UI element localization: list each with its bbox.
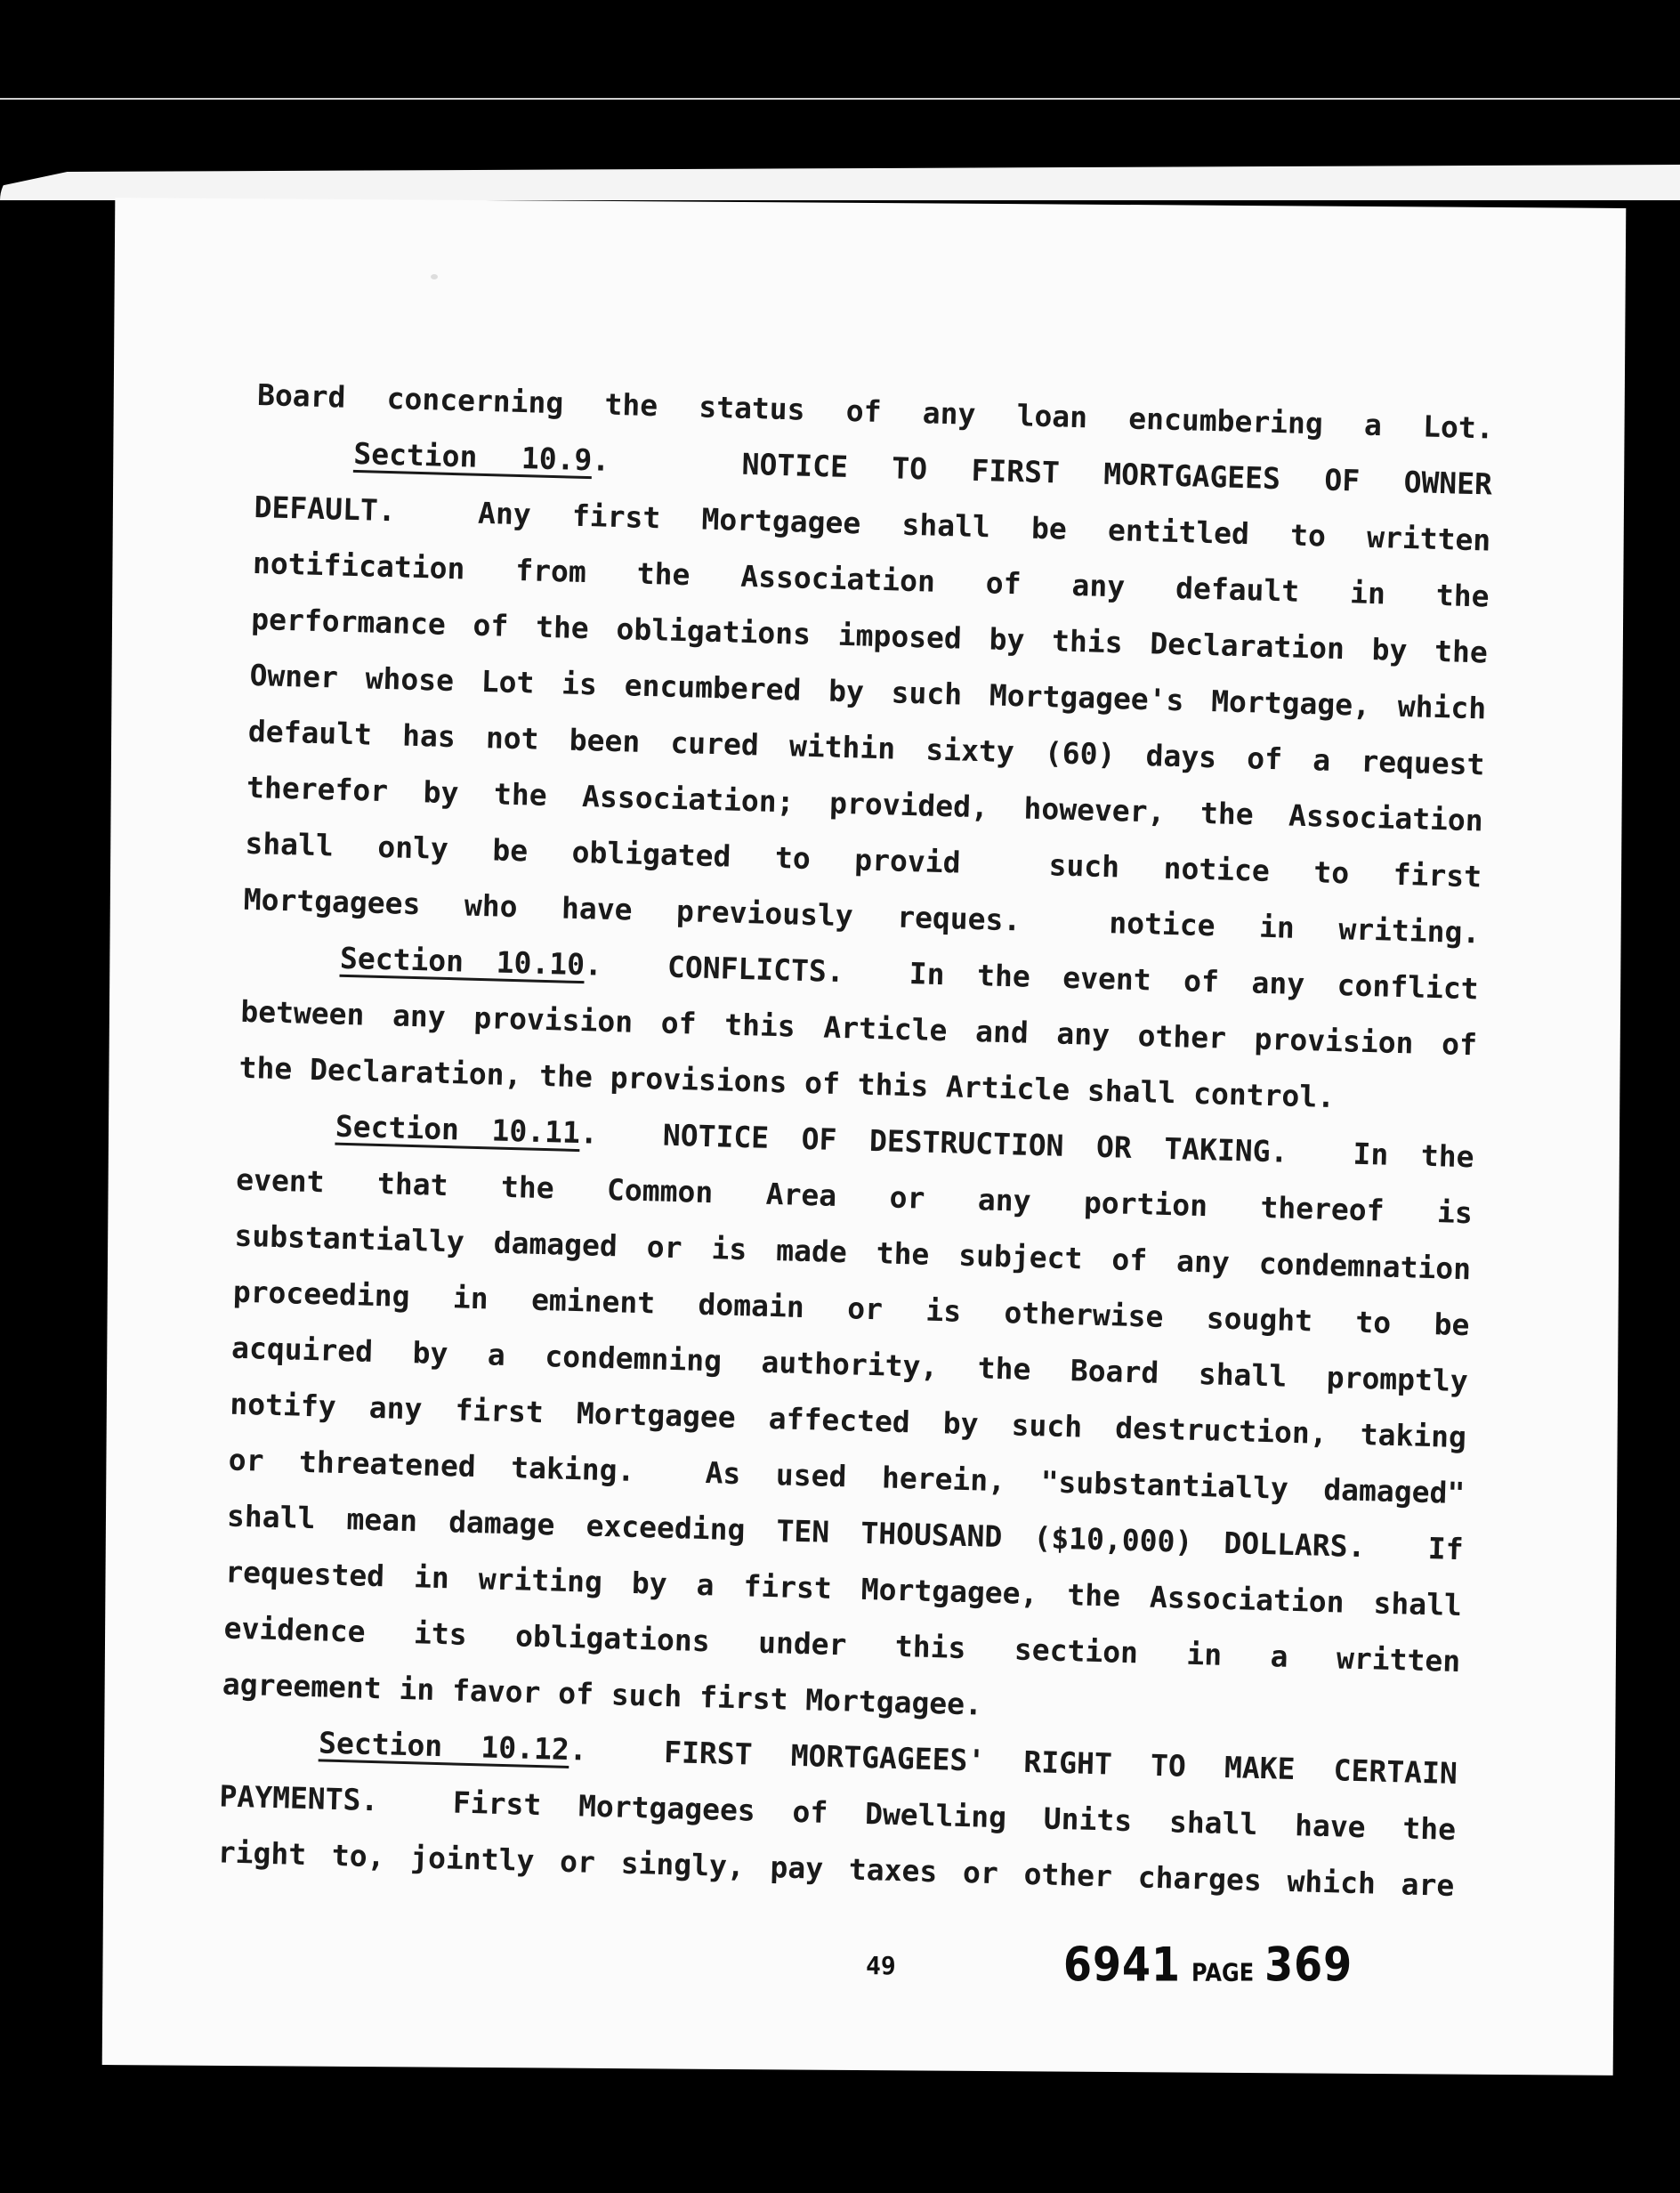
- document-body: [217, 367, 1495, 1914]
- page-number: 49: [866, 1951, 896, 1980]
- section-10-10-heading-line: Section 10.10. CONFLICTS. In the event of any conflict: [339, 940, 1480, 1007]
- dust-speck: [431, 274, 438, 279]
- section-10-12-heading-line: Section 10.12. FIRST MORTGAGEES' RIGHT TO MAKE CERTAIN: [318, 1725, 1458, 1792]
- section-10-12-title: FIRST MORTGAGEES' RIGHT TO MAKE CERTAIN: [663, 1734, 1458, 1792]
- book-number: 6941: [1063, 1936, 1182, 1993]
- text-line: right to, jointly or singly, pay taxes or other charges which are: [217, 1834, 1455, 1903]
- text-line: event that the Common Area or any portion thereof is: [235, 1161, 1474, 1231]
- text-line: notify any first Mortgagee affected by such destruction, taking: [229, 1386, 1467, 1455]
- text-line: notification from the Association of any default in the: [252, 545, 1490, 614]
- paper-top-edge: [0, 165, 1680, 200]
- text-line: shall mean damage exceeding TEN THOUSAND ($10,000) DOLLARS. If: [226, 1498, 1465, 1567]
- section-10-9-heading-line: Section 10.9. NOTICE TO FIRST MORTGAGEES OF OWNER: [352, 435, 1493, 502]
- book-page-number: 369: [1264, 1936, 1353, 1993]
- section-10-11-ref: Section 10.11: [335, 1108, 581, 1151]
- text-line: or threatened taking. As used herein, "substantially damaged": [228, 1442, 1466, 1511]
- text-line: requested in writing by a first Mortgagee, the Association shall: [224, 1554, 1463, 1623]
- section-10-11-heading-line: Section 10.11. NOTICE OF DESTRUCTION OR TAKING. In the: [335, 1108, 1475, 1175]
- text-line: PAYMENTS. First Mortgagees of Dwelling Units shall have the: [219, 1778, 1457, 1848]
- page-footer: [0, 1936, 1680, 2003]
- section-10-12-ref: Section 10.12: [318, 1725, 570, 1768]
- section-10-9-ref: Section 10.9: [352, 435, 593, 478]
- text-line: performance of the obligations imposed by this Declaration by the: [250, 601, 1489, 670]
- text-line: default has not been cured within sixty (60) days of a request: [247, 713, 1485, 782]
- text-line: DEFAULT. Any first Mortgagee shall be entitled to written: [254, 489, 1491, 558]
- section-10-9-title: NOTICE TO FIRST MORTGAGEES OF OWNER: [741, 446, 1493, 502]
- text-line: therefor by the Association; provided, however, the Association: [246, 769, 1484, 838]
- text-line: agreement in favor of such first Mortgagee.: [222, 1666, 983, 1722]
- text-line: proceeding in eminent domain or is otherwise sought to be: [232, 1274, 1470, 1343]
- section-10-11-title: NOTICE OF DESTRUCTION OR TAKING. In the: [662, 1117, 1475, 1175]
- scan-top-rule: [0, 98, 1680, 100]
- text-line: between any provision of this Article and any other provision of: [239, 993, 1478, 1063]
- section-10-10-ref: Section 10.10: [339, 940, 586, 983]
- text-line: evidence its obligations under this section in a written: [223, 1610, 1461, 1679]
- text-line: substantially damaged or is made the subject of any condemnation: [234, 1218, 1472, 1287]
- book-page-stamp: [1063, 1937, 1353, 1992]
- text-line: the Declaration, the provisions of this Article shall control.: [238, 1049, 1336, 1115]
- text-line: Board concerning the status of any loan encumbering a Lot.: [256, 376, 1495, 446]
- text-line: acquired by a condemning authority, the Board shall promptly: [230, 1330, 1469, 1399]
- text-line: Mortgagees who have previously reques. notice in writing.: [243, 881, 1481, 951]
- section-10-10-title: CONFLICTS. In the event of any conflict: [666, 949, 1480, 1007]
- text-line: Owner whose Lot is encumbered by such Mortgagee's Mortgage, which: [249, 657, 1487, 726]
- page-label: PAGE: [1191, 1958, 1255, 1987]
- text-line: shall only be obligated to provid such notice to first: [244, 825, 1482, 894]
